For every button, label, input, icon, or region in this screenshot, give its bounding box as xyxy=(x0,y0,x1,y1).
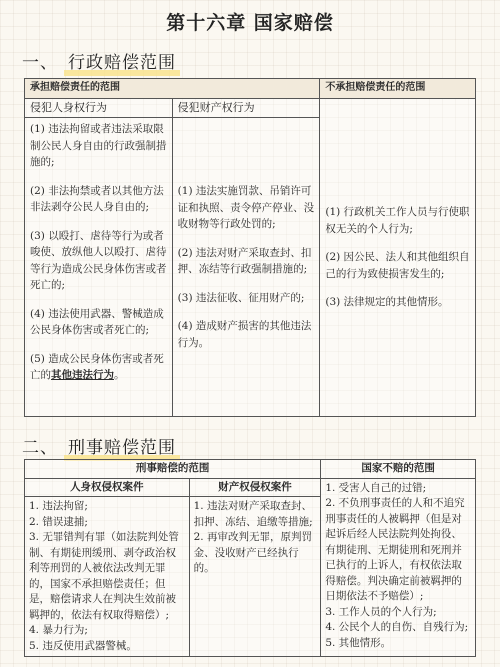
list-item xyxy=(30,351,167,384)
item-text: (5) 造成公民身体伤害或者死亡的 xyxy=(30,352,164,381)
subheader-personal: 人身权侵权案件 xyxy=(25,478,190,497)
list-item: (2) 因公民、法人和其他组织自己的行为致使损害发生的; xyxy=(325,251,470,280)
list-item: (3) 以殴打、虐待等行为或者唆使、放纵他人以殴打、虐待等行为造成公民身体伤害或者死亡的; xyxy=(30,229,167,291)
personal-rights-cell xyxy=(25,118,173,417)
list-item: (3) 法律规定的其他情形。 xyxy=(325,296,449,308)
list-item: (1) 违法拘留或者违法采取限制公民人身自由的行政强制措施的; xyxy=(30,123,167,168)
section-heading-admin xyxy=(22,48,180,76)
page-title: 第十六章 国家赔偿 xyxy=(166,12,334,34)
list-item: 3. 工作人员的个人行为; xyxy=(325,605,437,618)
list-item: (4) 违法使用武器、警械造成公民身体伤害或者死亡的; xyxy=(30,307,164,336)
list-item: 5. 违反使用武器警械。 xyxy=(29,639,137,652)
list-item: 4. 暴力行为; xyxy=(29,624,88,636)
subheader-property: 财产权侵权案件 xyxy=(189,478,321,497)
criminal-compensation-table xyxy=(24,459,476,657)
list-item: 2. 再审改判无罪，原判罚金、没收财产已经执行的。 xyxy=(193,531,312,574)
admin-compensation-table xyxy=(24,78,476,417)
list-item: 1. 违法拘留; xyxy=(29,500,88,512)
list-item: (3) 违法征收、征用财产的; xyxy=(177,291,305,304)
header-liable: 刑事赔偿的范围 xyxy=(25,460,321,479)
list-item: 1. 违法对财产采取查封、扣押、冻结、追缴等措施; xyxy=(193,500,313,528)
header-not-liable: 国家不赔的范围 xyxy=(321,460,476,479)
subheader-personal: 侵犯人身权行为 xyxy=(25,98,173,118)
property-rights-cell xyxy=(172,118,320,417)
list-item: (1) 行政机关工作人员与行使职权无关的个人行为; xyxy=(325,206,470,235)
emphasis-text: 其他违法行为 xyxy=(51,369,114,381)
section-heading-criminal xyxy=(22,433,180,461)
list-item: 2. 错误逮捕; xyxy=(29,515,88,528)
section-number: 二、 xyxy=(22,438,58,458)
list-item: (4) 造成财产损害的其他违法行为。 xyxy=(177,320,312,349)
header-not-liable: 不承担赔偿责任的范围 xyxy=(320,79,476,99)
personal-rights-cell xyxy=(25,497,190,657)
list-item: 3. 无罪错判有罪（如法院判处管制、有期徒刑缓刑、剥夺政治权利等刑罚的人被依法改判无罪的，国家不承担赔偿责任；但是，赔偿请求人在判决生效前被羁押的，依法有权取得赔偿）; xyxy=(29,531,179,621)
not-liable-cell xyxy=(321,478,476,657)
item-text: 。 xyxy=(114,369,125,381)
section-title: 刑事赔偿范围 xyxy=(64,441,180,461)
list-item: 2. 不负刑事责任的人和不追究刑事责任的人被羁押（但是对起诉后经人民法院判处拘役、有期徒刑、无期徒刑和死刑并已执行的上诉人，有权依法取得赔偿。判决确定前被羁押的日期依法不予赔偿）; xyxy=(325,497,465,602)
list-item: 5. 其他情形。 xyxy=(325,636,392,649)
not-liable-cell xyxy=(320,98,476,417)
list-item: 1. 受害人自己的过错; xyxy=(325,481,427,494)
subheader-property: 侵犯财产权行为 xyxy=(172,98,320,118)
list-item: 4. 公民个人的自伤、自残行为; xyxy=(325,621,469,633)
list-item: (2) 非法拘禁或者以其他方法非法剥夺公民人身自由的; xyxy=(30,184,164,213)
header-liable: 承担赔偿责任的范围 xyxy=(25,79,320,99)
section-title: 行政赔偿范围 xyxy=(64,56,180,76)
list-item: (1) 违法实施罚款、吊销许可证和执照、责令停产停业、没收财物等行政处罚的; xyxy=(177,185,315,230)
section-number: 一、 xyxy=(22,53,58,73)
list-item: (2) 违法对财产采取查封、扣押、冻结等行政强制措施的; xyxy=(177,246,312,275)
property-rights-cell xyxy=(189,497,321,657)
